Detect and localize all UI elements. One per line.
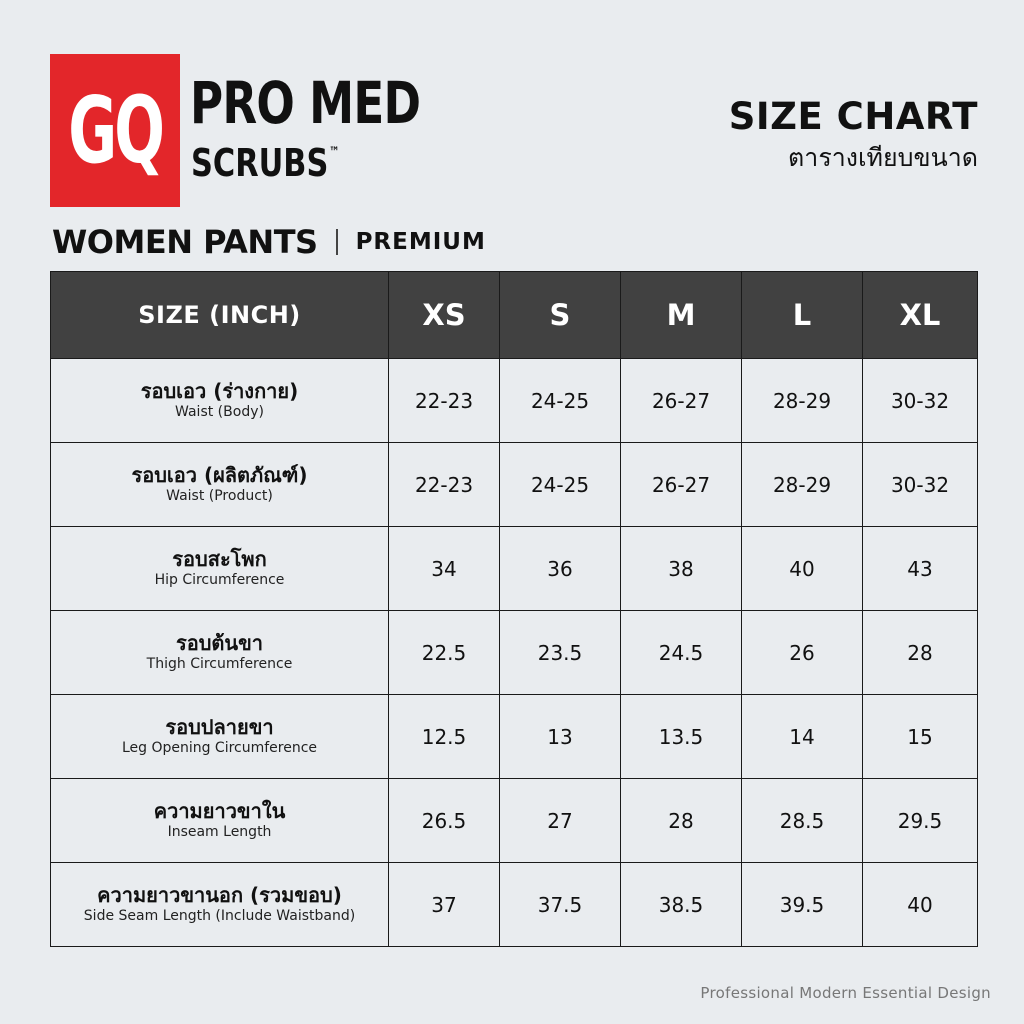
table-row (51, 863, 978, 947)
table-row (51, 779, 978, 863)
value-cell: 37.5 (500, 863, 621, 947)
row-label (51, 863, 389, 947)
value-cell: 26-27 (621, 443, 742, 527)
header-cell-xl: XL (863, 272, 978, 359)
value-cell: 34 (389, 527, 500, 611)
row-label (51, 695, 389, 779)
table-row (51, 611, 978, 695)
header-cell-l: L (742, 272, 863, 359)
row-label-en: Inseam Length (167, 824, 272, 841)
row-label-en: Hip Circumference (154, 572, 285, 589)
footer-tagline: Professional Modern Essential Design (700, 984, 991, 1002)
row-label-th: รอบสะโพก (172, 547, 267, 572)
value-cell: 13 (500, 695, 621, 779)
brand-scrubs-text: SCRUBS (191, 141, 329, 185)
value-cell: 40 (742, 527, 863, 611)
value-cell: 23.5 (500, 611, 621, 695)
value-cell: 37 (389, 863, 500, 947)
value-cell: 30-32 (863, 443, 978, 527)
product-name: WOMEN PANTS (52, 223, 318, 261)
chart-title-en: SIZE CHART (728, 95, 978, 138)
value-cell: 13.5 (621, 695, 742, 779)
value-cell: 22-23 (389, 359, 500, 443)
value-cell: 15 (863, 695, 978, 779)
value-cell: 38 (621, 527, 742, 611)
row-label-en: Thigh Circumference (146, 656, 293, 673)
brand-logo (50, 54, 180, 207)
value-cell: 40 (863, 863, 978, 947)
header-cell-s: S (500, 272, 621, 359)
value-cell: 26.5 (389, 779, 500, 863)
size-table (50, 271, 978, 947)
value-cell: 24-25 (500, 359, 621, 443)
product-heading (52, 223, 486, 261)
value-cell: 22.5 (389, 611, 500, 695)
logo-gq-text: GQ (68, 76, 162, 184)
table-row (51, 695, 978, 779)
value-cell: 27 (500, 779, 621, 863)
brand-name-line2 (191, 141, 340, 185)
row-label-en: Side Seam Length (Include Waistband) (83, 908, 356, 925)
value-cell: 29.5 (863, 779, 978, 863)
value-cell: 38.5 (621, 863, 742, 947)
row-label-th: รอบต้นขา (175, 631, 263, 656)
header-cell-m: M (621, 272, 742, 359)
chart-title (728, 95, 978, 172)
value-cell: 28-29 (742, 443, 863, 527)
row-label-en: Leg Opening Circumference (121, 740, 318, 757)
row-label (51, 443, 389, 527)
brand-name-line1: PRO MED (190, 69, 421, 137)
row-label (51, 611, 389, 695)
header-cell-size-inch: SIZE (INCH) (51, 272, 389, 359)
row-label-th: รอบปลายขา (165, 715, 274, 740)
row-label-th: รอบเอว (ร่างกาย) (140, 379, 299, 404)
value-cell: 28 (621, 779, 742, 863)
row-label (51, 359, 389, 443)
row-label-th: รอบเอว (ผลิตภัณฑ์) (131, 463, 308, 488)
row-label-th: ความยาวขาใน (153, 799, 286, 824)
table-header-row (51, 272, 978, 359)
value-cell: 28 (863, 611, 978, 695)
header-cell-xs: XS (389, 272, 500, 359)
value-cell: 24.5 (621, 611, 742, 695)
value-cell: 28.5 (742, 779, 863, 863)
value-cell: 26-27 (621, 359, 742, 443)
table-row (51, 443, 978, 527)
chart-title-th: ตารางเทียบขนาด (788, 143, 978, 172)
value-cell: 36 (500, 527, 621, 611)
value-cell: 22-23 (389, 443, 500, 527)
value-cell: 39.5 (742, 863, 863, 947)
row-label-en: Waist (Body) (175, 404, 264, 421)
product-tier: PREMIUM (355, 228, 486, 255)
trademark-symbol: ™ (329, 145, 340, 160)
value-cell: 26 (742, 611, 863, 695)
row-label (51, 779, 389, 863)
row-label (51, 527, 389, 611)
table-row (51, 527, 978, 611)
heading-divider (336, 229, 338, 255)
table-row (51, 359, 978, 443)
value-cell: 43 (863, 527, 978, 611)
row-label-th: ความยาวขานอก (รวมขอบ) (97, 883, 342, 908)
value-cell: 28-29 (742, 359, 863, 443)
value-cell: 14 (742, 695, 863, 779)
value-cell: 30-32 (863, 359, 978, 443)
value-cell: 24-25 (500, 443, 621, 527)
value-cell: 12.5 (389, 695, 500, 779)
row-label-en: Waist (Product) (166, 488, 273, 505)
